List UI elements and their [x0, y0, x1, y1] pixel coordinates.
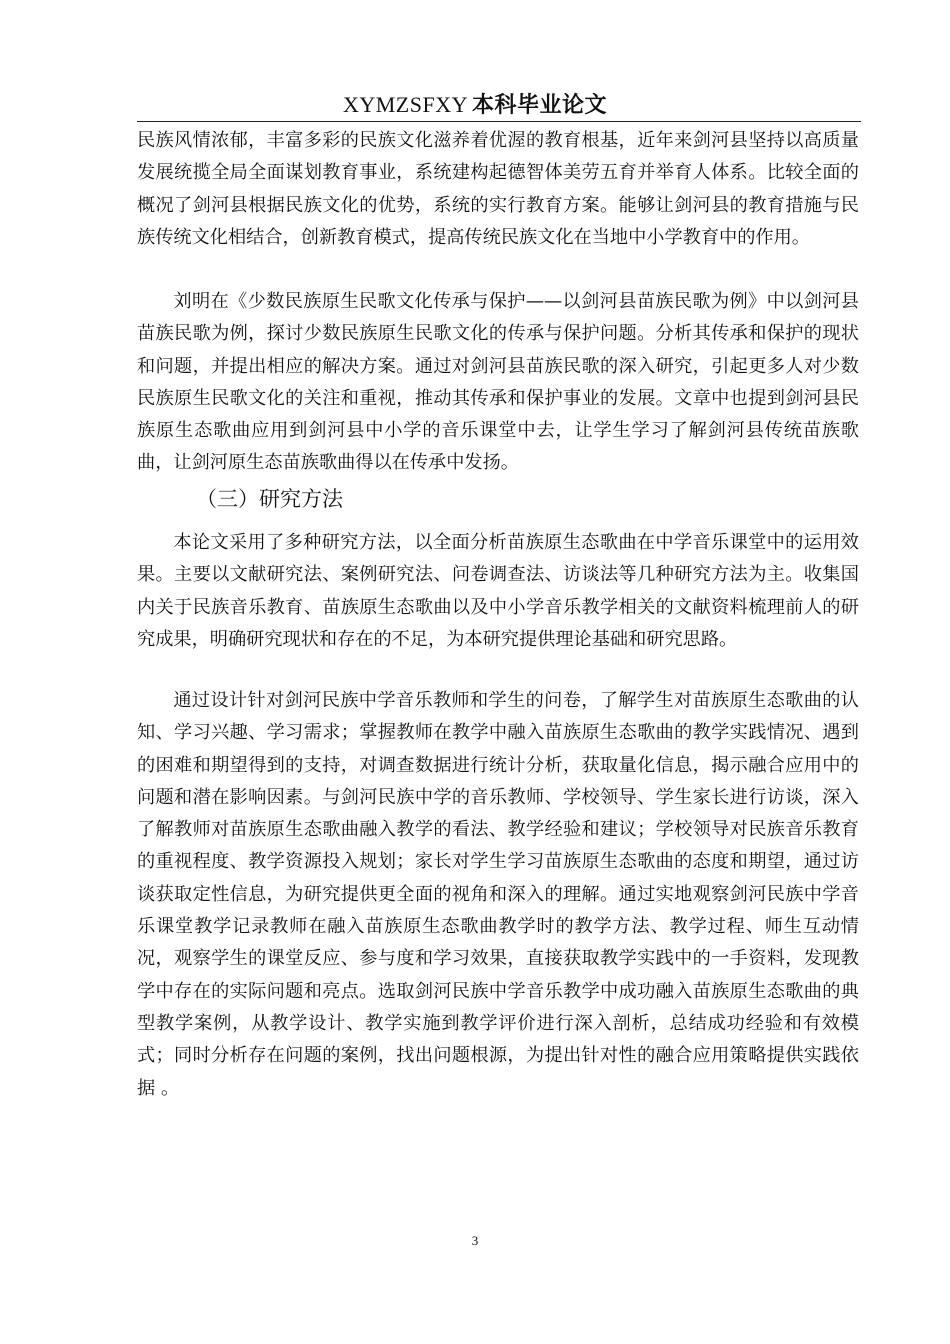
paragraph-2: 刘明在《少数民族原生民歌文化传承与保护——以剑河县苗族民歌为例》中以剑河县苗族民歌为例，探讨少数民族原生民歌文化的传承与保护问题。分析其传承和保护的现状和问题，并提出相应的解决方案。通过对剑河县苗族民歌的深入研究，引起更多人对少数民族原生民歌文化的关注和重视，推动其传承和保护事业的发展。文章中也提到剑河县民族原生态歌曲应用到剑河县中小学的音乐课堂中去，让学生学习了解剑河县传统苗族歌曲，让剑河原生态苗族歌曲得以在传承中发扬。	[137, 291, 859, 474]
paragraph-4: 通过设计针对剑河民族中学音乐教师和学生的问卷，了解学生对苗族原生态歌曲的认知、学习兴趣、学习需求；掌握教师在教学中融入苗族原生态歌曲的教学实践情况、遇到的困难和期望得到的支持，对调查数据进行统计分析，获取量化信息，揭示融合应用中的问题和潜在影响因素。与剑河民族中学的音乐教师、学校领导、学生家长进行访谈，深入了解教师对苗族原生态歌曲融入教学的看法、教学经验和建议；学校领导对民族音乐教育的重视程度、教学资源投入规划；家长对学生学习苗族原生态歌曲的态度和期望，通过访谈获取定性信息，为研究提供更全面的视角和深入的理解。通过实地观察剑河民族中学音乐课堂教学记录教师在融入苗族原生态歌曲教学时的教学方法、教学过程、师生互动情况，观察学生的课堂反应、参与度和学习效果，直接获取教学实践中的一手资料，发现教学中存在的实际问题和亮点。选取剑河民族中学音乐教学中成功融入苗族原生态歌曲的典型教学案例，从教学设计、教学实施到教学评价进行深入剖析，总结成功经验和有效模式；同时分析存在问题的案例，找出问题根源，为提出针对性的融合应用策略提供实践依据 。	[137, 690, 859, 1099]
header-code: XYMZSFXY	[342, 92, 468, 117]
page-number: 3	[471, 1233, 479, 1248]
paragraph-block-3	[137, 527, 859, 656]
header-rule	[137, 121, 861, 122]
paragraph-block-2	[137, 286, 859, 480]
paragraph-3: 本论文采用了多种研究方法，以全面分析苗族原生态歌曲在中学音乐课堂中的运用效果。主要以文献研究法、案例研究法、问卷调查法、访谈法等几种研究方法为主。收集国内关于民族音乐教育、苗族原生态歌曲以及中小学音乐教学相关的文献资料梳理前人的研究成果，明确研究现状和存在的不足，为本研究提供理论基础和研究思路。	[137, 532, 859, 650]
paragraph-continuation	[137, 125, 859, 254]
paragraph-1: 民族风情浓郁，丰富多彩的民族文化滋养着优渥的教育根基，近年来剑河县坚持以高质量发展统揽全局全面谋划教育事业，系统建构起德智体美劳五育并举育人体系。比较全面的概况了剑河县根据民族文化的优势，系统的实行教育方案。能够让剑河县的教育措施与民族传统文化相结合，创新教育模式，提高传统民族文化在当地中小学教育中的作用。	[137, 130, 859, 248]
paragraph-block-4	[137, 685, 859, 1105]
section-heading: （三）研究方法	[196, 487, 343, 511]
header-label: 本科毕业论文	[472, 93, 608, 118]
running-header	[0, 90, 950, 121]
